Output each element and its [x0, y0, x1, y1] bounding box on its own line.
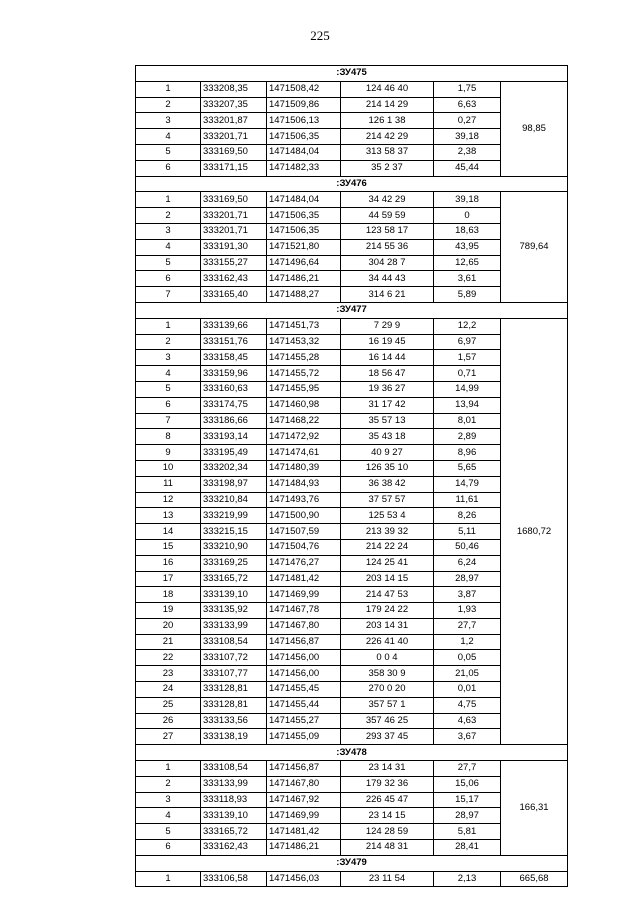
distance: 27,7: [434, 761, 501, 777]
x-coordinate: 333138,19: [201, 729, 267, 745]
x-coordinate: 333169,25: [201, 555, 267, 571]
direction-angle: 214 47 53: [341, 587, 434, 603]
point-number: 3: [136, 113, 201, 129]
y-coordinate: 1471509,86: [267, 97, 341, 113]
distance: 11,61: [434, 492, 501, 508]
point-number: 5: [136, 144, 201, 160]
y-coordinate: 1471456,87: [267, 634, 341, 650]
distance: 13,94: [434, 397, 501, 413]
point-number: 3: [136, 350, 201, 366]
parcel-area: 166,31: [501, 761, 568, 856]
x-coordinate: 333133,99: [201, 776, 267, 792]
point-number: 4: [136, 129, 201, 145]
distance: 28,97: [434, 808, 501, 824]
y-coordinate: 1471481,42: [267, 571, 341, 587]
distance: 8,96: [434, 445, 501, 461]
x-coordinate: 333201,71: [201, 223, 267, 239]
y-coordinate: 1471451,73: [267, 318, 341, 334]
y-coordinate: 1471456,87: [267, 761, 341, 777]
x-coordinate: 333219,99: [201, 508, 267, 524]
x-coordinate: 333128,81: [201, 697, 267, 713]
distance: 5,11: [434, 524, 501, 540]
point-number: 13: [136, 508, 201, 524]
point-number: 16: [136, 555, 201, 571]
parcel-area: 98,85: [501, 81, 568, 176]
x-coordinate: 333201,87: [201, 113, 267, 129]
point-number: 2: [136, 208, 201, 224]
y-coordinate: 1471481,42: [267, 824, 341, 840]
x-coordinate: 333201,71: [201, 129, 267, 145]
direction-angle: 304 28 7: [341, 255, 434, 271]
y-coordinate: 1471467,78: [267, 603, 341, 619]
point-number: 25: [136, 697, 201, 713]
direction-angle: 35 43 18: [341, 429, 434, 445]
distance: 27,7: [434, 618, 501, 634]
x-coordinate: 333202,34: [201, 460, 267, 476]
distance: 1,57: [434, 350, 501, 366]
y-coordinate: 1471506,35: [267, 129, 341, 145]
distance: 50,46: [434, 539, 501, 555]
x-coordinate: 333207,35: [201, 97, 267, 113]
x-coordinate: 333165,72: [201, 824, 267, 840]
point-number: 23: [136, 666, 201, 682]
y-coordinate: 1471455,28: [267, 350, 341, 366]
point-number: 24: [136, 682, 201, 698]
point-number: 22: [136, 650, 201, 666]
point-number: 9: [136, 445, 201, 461]
y-coordinate: 1471493,76: [267, 492, 341, 508]
section-title: :ЗУ476: [136, 176, 568, 192]
y-coordinate: 1471521,80: [267, 239, 341, 255]
section-title: :ЗУ477: [136, 302, 568, 318]
distance: 5,81: [434, 824, 501, 840]
point-number: 4: [136, 239, 201, 255]
distance: 0,01: [434, 682, 501, 698]
direction-angle: 37 57 57: [341, 492, 434, 508]
x-coordinate: 333215,15: [201, 524, 267, 540]
distance: 2,13: [434, 871, 501, 887]
x-coordinate: 333198,97: [201, 476, 267, 492]
direction-angle: 34 42 29: [341, 192, 434, 208]
y-coordinate: 1471455,09: [267, 729, 341, 745]
section-title: :ЗУ479: [136, 855, 568, 871]
direction-angle: 7 29 9: [341, 318, 434, 334]
y-coordinate: 1471506,35: [267, 223, 341, 239]
point-number: 2: [136, 97, 201, 113]
x-coordinate: 333210,84: [201, 492, 267, 508]
distance: 18,63: [434, 223, 501, 239]
x-coordinate: 333135,92: [201, 603, 267, 619]
distance: 2,38: [434, 144, 501, 160]
direction-angle: 203 14 31: [341, 618, 434, 634]
y-coordinate: 1471480,39: [267, 460, 341, 476]
y-coordinate: 1471504,76: [267, 539, 341, 555]
x-coordinate: 333162,43: [201, 271, 267, 287]
distance: 12,2: [434, 318, 501, 334]
distance: 1,75: [434, 81, 501, 97]
x-coordinate: 333139,10: [201, 808, 267, 824]
distance: 14,79: [434, 476, 501, 492]
direction-angle: 16 19 45: [341, 334, 434, 350]
section-header-row: [136, 745, 568, 761]
direction-angle: 357 57 1: [341, 697, 434, 713]
x-coordinate: 333174,75: [201, 397, 267, 413]
y-coordinate: 1471467,92: [267, 792, 341, 808]
x-coordinate: 333158,45: [201, 350, 267, 366]
x-coordinate: 333165,40: [201, 287, 267, 303]
y-coordinate: 1471468,22: [267, 413, 341, 429]
y-coordinate: 1471455,72: [267, 366, 341, 382]
direction-angle: 179 32 36: [341, 776, 434, 792]
table-row: [136, 871, 568, 887]
point-number: 6: [136, 397, 201, 413]
point-number: 14: [136, 524, 201, 540]
point-number: 8: [136, 429, 201, 445]
section-title: :ЗУ475: [136, 66, 568, 82]
point-number: 5: [136, 381, 201, 397]
direction-angle: 214 48 31: [341, 840, 434, 856]
point-number: 3: [136, 223, 201, 239]
x-coordinate: 333155,27: [201, 255, 267, 271]
point-number: 5: [136, 824, 201, 840]
direction-angle: 44 59 59: [341, 208, 434, 224]
direction-angle: 18 56 47: [341, 366, 434, 382]
y-coordinate: 1471467,80: [267, 618, 341, 634]
distance: 2,89: [434, 429, 501, 445]
table-row: [136, 81, 568, 97]
direction-angle: 123 58 17: [341, 223, 434, 239]
section-header-row: [136, 176, 568, 192]
distance: 0,27: [434, 113, 501, 129]
distance: 4,75: [434, 697, 501, 713]
direction-angle: 23 14 31: [341, 761, 434, 777]
section-header-row: [136, 855, 568, 871]
direction-angle: 23 14 15: [341, 808, 434, 824]
point-number: 4: [136, 366, 201, 382]
y-coordinate: 1471486,21: [267, 840, 341, 856]
direction-angle: 36 38 42: [341, 476, 434, 492]
distance: 43,95: [434, 239, 501, 255]
table-row: [136, 318, 568, 334]
x-coordinate: 333162,43: [201, 840, 267, 856]
distance: 0: [434, 208, 501, 224]
distance: 28,97: [434, 571, 501, 587]
y-coordinate: 1471453,32: [267, 334, 341, 350]
y-coordinate: 1471456,00: [267, 650, 341, 666]
table-row: [136, 192, 568, 208]
point-number: 1: [136, 761, 201, 777]
point-number: 7: [136, 413, 201, 429]
point-number: 11: [136, 476, 201, 492]
y-coordinate: 1471469,99: [267, 587, 341, 603]
point-number: 1: [136, 318, 201, 334]
y-coordinate: 1471506,13: [267, 113, 341, 129]
direction-angle: 16 14 44: [341, 350, 434, 366]
x-coordinate: 333159,96: [201, 366, 267, 382]
distance: 4,63: [434, 713, 501, 729]
direction-angle: 0 0 4: [341, 650, 434, 666]
y-coordinate: 1471472,92: [267, 429, 341, 445]
section-header-row: [136, 66, 568, 82]
x-coordinate: 333107,72: [201, 650, 267, 666]
x-coordinate: 333128,81: [201, 682, 267, 698]
distance: 5,89: [434, 287, 501, 303]
parcel-area: 665,68: [501, 871, 568, 887]
y-coordinate: 1471456,00: [267, 666, 341, 682]
x-coordinate: 333151,76: [201, 334, 267, 350]
y-coordinate: 1471507,59: [267, 524, 341, 540]
y-coordinate: 1471476,27: [267, 555, 341, 571]
direction-angle: 314 6 21: [341, 287, 434, 303]
direction-angle: 40 9 27: [341, 445, 434, 461]
direction-angle: 126 35 10: [341, 460, 434, 476]
x-coordinate: 333169,50: [201, 144, 267, 160]
point-number: 4: [136, 808, 201, 824]
distance: 6,24: [434, 555, 501, 571]
distance: 8,01: [434, 413, 501, 429]
direction-angle: 214 42 29: [341, 129, 434, 145]
direction-angle: 19 36 27: [341, 381, 434, 397]
point-number: 18: [136, 587, 201, 603]
coordinates-table: [135, 65, 568, 887]
point-number: 12: [136, 492, 201, 508]
direction-angle: 270 0 20: [341, 682, 434, 698]
distance: 3,87: [434, 587, 501, 603]
distance: 15,06: [434, 776, 501, 792]
distance: 28,41: [434, 840, 501, 856]
x-coordinate: 333201,71: [201, 208, 267, 224]
x-coordinate: 333165,72: [201, 571, 267, 587]
point-number: 2: [136, 334, 201, 350]
distance: 12,65: [434, 255, 501, 271]
point-number: 3: [136, 792, 201, 808]
point-number: 1: [136, 192, 201, 208]
x-coordinate: 333118,93: [201, 792, 267, 808]
direction-angle: 124 46 40: [341, 81, 434, 97]
y-coordinate: 1471455,44: [267, 697, 341, 713]
x-coordinate: 333186,66: [201, 413, 267, 429]
y-coordinate: 1471508,42: [267, 81, 341, 97]
y-coordinate: 1471455,95: [267, 381, 341, 397]
point-number: 26: [136, 713, 201, 729]
x-coordinate: 333106,58: [201, 871, 267, 887]
x-coordinate: 333139,10: [201, 587, 267, 603]
table-row: [136, 761, 568, 777]
y-coordinate: 1471484,04: [267, 144, 341, 160]
direction-angle: 214 55 36: [341, 239, 434, 255]
direction-angle: 31 17 42: [341, 397, 434, 413]
direction-angle: 124 28 59: [341, 824, 434, 840]
x-coordinate: 333195,49: [201, 445, 267, 461]
section-header-row: [136, 302, 568, 318]
distance: 39,18: [434, 129, 501, 145]
distance: 6,63: [434, 97, 501, 113]
direction-angle: 313 58 37: [341, 144, 434, 160]
x-coordinate: 333171,15: [201, 160, 267, 176]
x-coordinate: 333108,54: [201, 761, 267, 777]
point-number: 19: [136, 603, 201, 619]
point-number: 21: [136, 634, 201, 650]
x-coordinate: 333139,66: [201, 318, 267, 334]
y-coordinate: 1471484,04: [267, 192, 341, 208]
x-coordinate: 333193,14: [201, 429, 267, 445]
direction-angle: 124 25 41: [341, 555, 434, 571]
y-coordinate: 1471467,80: [267, 776, 341, 792]
distance: 1,2: [434, 634, 501, 650]
point-number: 1: [136, 871, 201, 887]
direction-angle: 226 41 40: [341, 634, 434, 650]
y-coordinate: 1471506,35: [267, 208, 341, 224]
point-number: 17: [136, 571, 201, 587]
distance: 0,05: [434, 650, 501, 666]
distance: 5,65: [434, 460, 501, 476]
y-coordinate: 1471484,93: [267, 476, 341, 492]
point-number: 1: [136, 81, 201, 97]
parcel-area: 1680,72: [501, 318, 568, 745]
direction-angle: 214 22 24: [341, 539, 434, 555]
point-number: 5: [136, 255, 201, 271]
distance: 3,61: [434, 271, 501, 287]
direction-angle: 35 57 13: [341, 413, 434, 429]
distance: 8,26: [434, 508, 501, 524]
distance: 21,05: [434, 666, 501, 682]
y-coordinate: 1471460,98: [267, 397, 341, 413]
direction-angle: 213 39 32: [341, 524, 434, 540]
y-coordinate: 1471486,21: [267, 271, 341, 287]
distance: 45,44: [434, 160, 501, 176]
direction-angle: 34 44 43: [341, 271, 434, 287]
y-coordinate: 1471482,33: [267, 160, 341, 176]
y-coordinate: 1471469,99: [267, 808, 341, 824]
direction-angle: 293 37 45: [341, 729, 434, 745]
point-number: 6: [136, 271, 201, 287]
x-coordinate: 333108,54: [201, 634, 267, 650]
section-title: :ЗУ478: [136, 745, 568, 761]
x-coordinate: 333133,56: [201, 713, 267, 729]
y-coordinate: 1471500,90: [267, 508, 341, 524]
point-number: 15: [136, 539, 201, 555]
distance: 6,97: [434, 334, 501, 350]
distance: 0,71: [434, 366, 501, 382]
y-coordinate: 1471456,03: [267, 871, 341, 887]
distance: 14,99: [434, 381, 501, 397]
x-coordinate: 333191,30: [201, 239, 267, 255]
y-coordinate: 1471496,64: [267, 255, 341, 271]
direction-angle: 214 14 29: [341, 97, 434, 113]
x-coordinate: 333210,90: [201, 539, 267, 555]
point-number: 20: [136, 618, 201, 634]
direction-angle: 35 2 37: [341, 160, 434, 176]
x-coordinate: 333107,77: [201, 666, 267, 682]
x-coordinate: 333169,50: [201, 192, 267, 208]
point-number: 2: [136, 776, 201, 792]
distance: 3,67: [434, 729, 501, 745]
point-number: 6: [136, 840, 201, 856]
x-coordinate: 333160,63: [201, 381, 267, 397]
x-coordinate: 333208,35: [201, 81, 267, 97]
direction-angle: 357 46 25: [341, 713, 434, 729]
direction-angle: 23 11 54: [341, 871, 434, 887]
distance: 39,18: [434, 192, 501, 208]
direction-angle: 126 1 38: [341, 113, 434, 129]
x-coordinate: 333133,99: [201, 618, 267, 634]
y-coordinate: 1471474,61: [267, 445, 341, 461]
direction-angle: 358 30 9: [341, 666, 434, 682]
distance: 1,93: [434, 603, 501, 619]
direction-angle: 125 53 4: [341, 508, 434, 524]
direction-angle: 203 14 15: [341, 571, 434, 587]
y-coordinate: 1471455,27: [267, 713, 341, 729]
y-coordinate: 1471488,27: [267, 287, 341, 303]
direction-angle: 179 24 22: [341, 603, 434, 619]
direction-angle: 226 45 47: [341, 792, 434, 808]
page-number: 225: [310, 28, 330, 43]
distance: 15,17: [434, 792, 501, 808]
point-number: 27: [136, 729, 201, 745]
parcel-area: 789,64: [501, 192, 568, 303]
point-number: 6: [136, 160, 201, 176]
point-number: 10: [136, 460, 201, 476]
y-coordinate: 1471455,45: [267, 682, 341, 698]
point-number: 7: [136, 287, 201, 303]
